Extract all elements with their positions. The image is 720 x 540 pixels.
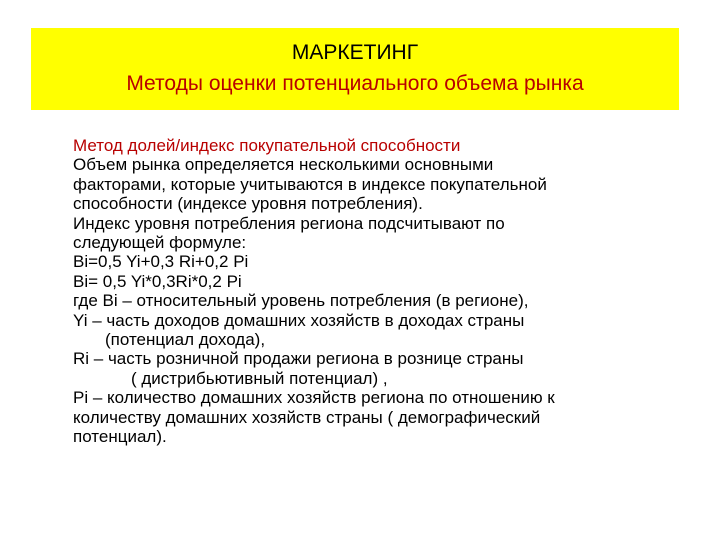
definition-line: (потенциал дохода), [105, 330, 266, 350]
body-line: Индекс уровня потребления региона подсчитывают по [73, 213, 505, 233]
slide-title: МАРКЕТИНГ [291, 41, 419, 64]
definition-line: потенциал). [73, 427, 167, 447]
definition-line: где Bi – относительный уровень потребления (в регионе), [73, 291, 529, 311]
definition-line: ( дистрибьютивный потенциал) , [131, 368, 388, 388]
slide-title-banner [31, 28, 679, 110]
slide-subtitle: Методы оценки потенциального объема рынка [126, 72, 584, 95]
definition-line: количеству домашних хозяйств страны ( демографический [73, 407, 541, 427]
definition-line: Pi – количество домашних хозяйств региона по отношению к [73, 388, 555, 408]
body-line: следующей формуле: [73, 233, 247, 253]
definition-line: Ri – часть розничной продажи региона в рознице страны [73, 349, 524, 369]
definition-line: Yi – часть доходов домашних хозяйств в доходах страны [73, 310, 525, 330]
method-heading: Метод долей/индекс покупательной способности [73, 136, 461, 155]
body-line: факторами, которые учитываются в индексе покупательной [73, 174, 547, 194]
slide-body [73, 136, 673, 447]
body-line: Объем рынка определяется несколькими основными [73, 155, 494, 175]
body-line: способности (индексе уровня потребления). [73, 194, 423, 214]
formula-line: Bi= 0,5 Yi*0,3Ri*0,2 Pi [73, 271, 242, 291]
formula-line: Bi=0,5 Yi+0,3 Ri+0,2 Pi [73, 252, 249, 272]
